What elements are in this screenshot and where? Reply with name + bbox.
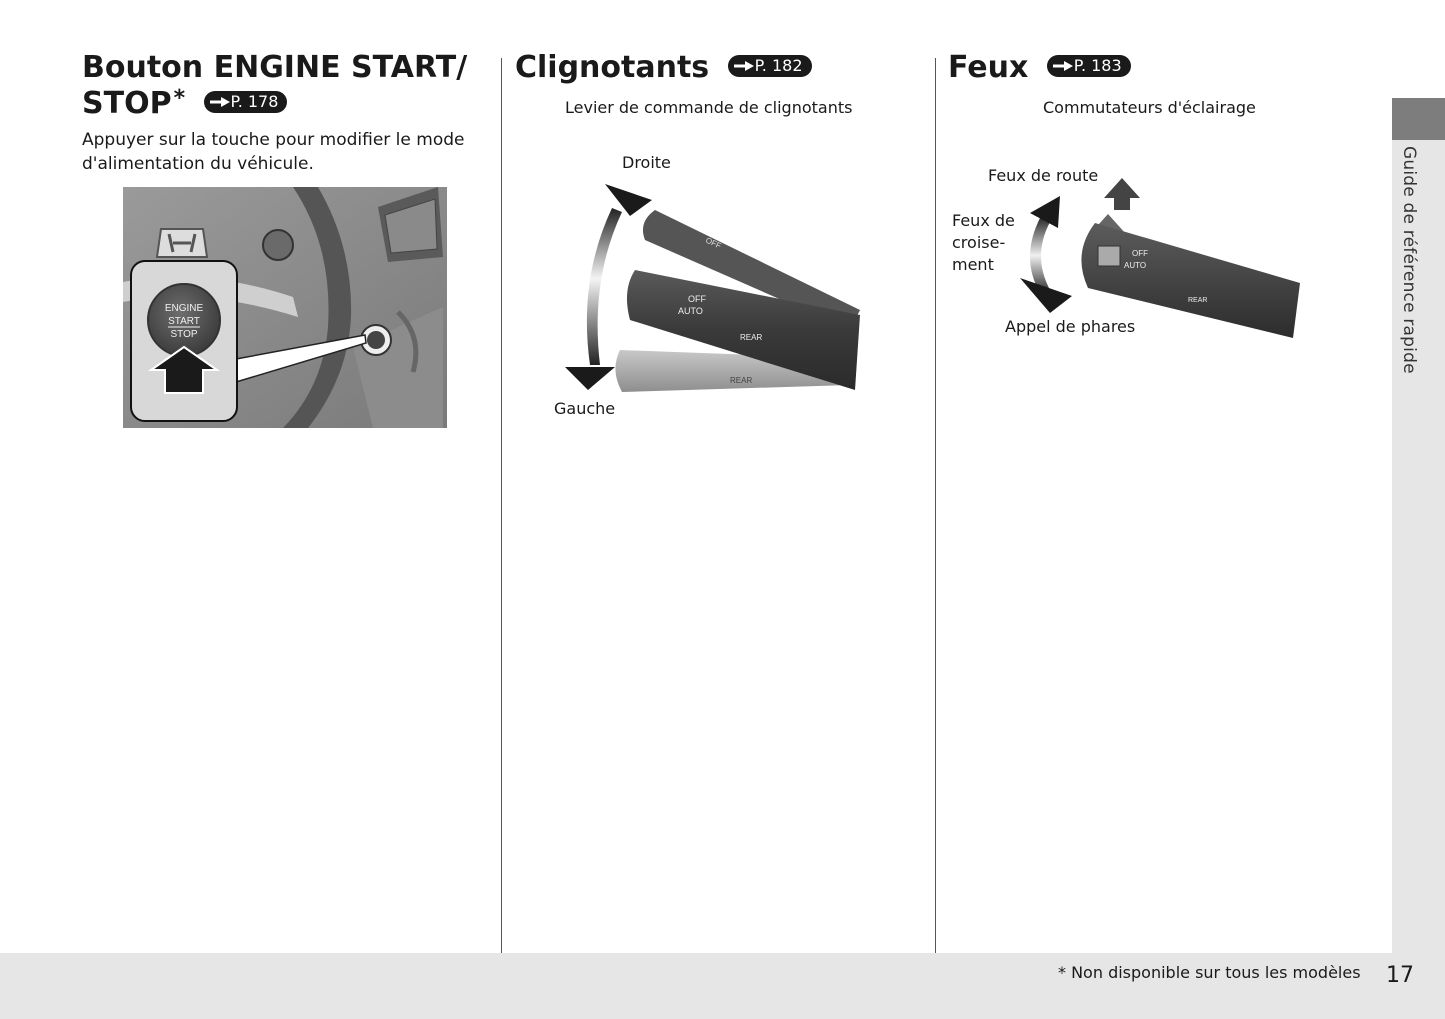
feux-caption: Commutateurs d'éclairage — [1043, 98, 1256, 117]
feux-page-ref-text: P. 183 — [1073, 55, 1122, 75]
engine-button-label-1: ENGINE — [164, 303, 204, 314]
feux-title-text: Feux — [948, 50, 1029, 85]
clignotants-label-droite: Droite — [622, 153, 671, 172]
engine-title-asterisk: * — [173, 86, 186, 111]
feux-lever-off-label: OFF — [1132, 249, 1148, 258]
clignotants-title-text: Clignotants — [515, 50, 710, 85]
page-ref-arrow-icon — [1053, 61, 1073, 71]
headlight-switch-illustration — [1010, 178, 1310, 343]
lever-off-label-upper: OFF — [704, 235, 723, 251]
page-ref-arrow-icon — [210, 97, 230, 107]
lever-auto-label: AUTO — [678, 306, 703, 316]
feux-label-route: Feux de route — [988, 166, 1099, 185]
clignotants-caption: Levier de commande de clignotants — [565, 98, 853, 117]
engine-page-ref-link[interactable] — [204, 91, 288, 113]
column-divider-2 — [935, 58, 936, 953]
engine-page-ref-text: P. 178 — [230, 91, 279, 111]
column-divider-1 — [501, 58, 502, 953]
engine-section-title — [82, 50, 467, 125]
page-number: 17 — [1386, 963, 1414, 988]
clignotants-section-title — [515, 50, 812, 86]
feux-section-title — [948, 50, 1131, 86]
engine-title-line2: STOP — [82, 86, 172, 121]
lever-rear-label: REAR — [740, 333, 763, 342]
clignotants-page-ref-link[interactable] — [728, 55, 812, 77]
sidebar-tab-marker — [1392, 98, 1445, 140]
feux-page-ref-link[interactable] — [1047, 55, 1131, 77]
high-low-curved-arrow-icon — [1020, 196, 1072, 313]
engine-button-illustration — [123, 187, 447, 428]
engine-button-label-2: START — [168, 316, 200, 327]
clignotants-page-ref-text: P. 182 — [754, 55, 803, 75]
clignotants-label-gauche: Gauche — [554, 399, 616, 418]
lever-off-label: OFF — [688, 294, 706, 304]
feux-label-appel: Appel de phares — [1005, 317, 1136, 336]
feux-lever-auto-label: AUTO — [1124, 261, 1147, 270]
feux-lever-rear-label: REAR — [1188, 297, 1208, 304]
feux-label-croisement-2: croise- — [952, 233, 1006, 252]
lever-rear-label-lower: REAR — [730, 376, 753, 385]
honda-logo-icon — [157, 229, 207, 257]
engine-description: Appuyer sur la touche pour modifier le mode d'alimentation du véhicule. — [82, 130, 465, 174]
feux-label-croisement-3: ment — [952, 255, 994, 274]
engine-button-label-3: STOP — [170, 329, 198, 340]
turn-signal-lever-illustration — [560, 180, 870, 395]
sidebar-section-label: Guide de référence rapide — [1399, 146, 1419, 374]
feux-label-croisement — [952, 210, 1015, 276]
feux-label-croisement-1: Feux de — [952, 211, 1015, 230]
footnote: * Non disponible sur tous les modèles — [1058, 963, 1361, 982]
engine-title-line1: Bouton ENGINE START/ — [82, 50, 468, 85]
page-ref-arrow-icon — [734, 61, 754, 71]
